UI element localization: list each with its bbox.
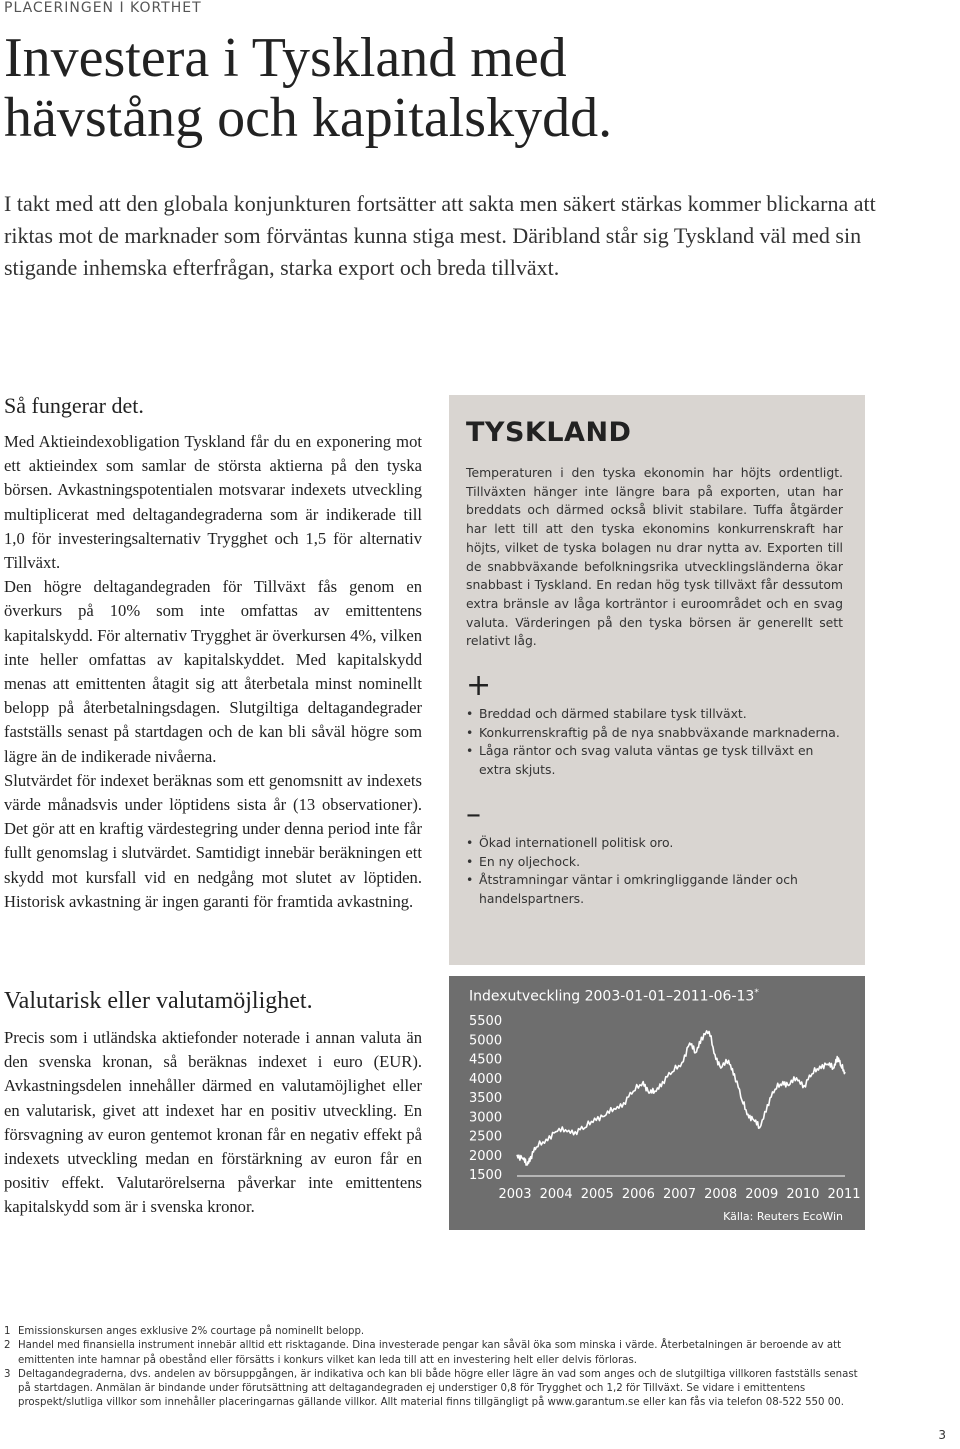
- section-kicker: PLACERINGEN I KORTHET: [4, 0, 202, 16]
- y-tick-label: 2500: [469, 1129, 503, 1145]
- currency-section: [4, 986, 422, 1220]
- list-item: • Breddad och därmed stabilare tysk tillväxt.: [466, 705, 843, 724]
- chart-title-footnote-mark: *: [754, 988, 759, 998]
- y-tick-label: 3500: [469, 1091, 503, 1106]
- y-tick-label: 5000: [469, 1033, 503, 1049]
- how-paragraph-2: Den högre deltagandegraden för Tillväxt fås genom en överkurs på 10% som inte omfattas av emittentens kapitalskydd. För alternativ Trygghet är överkursen 4%, vilken inte heller omfattas av kapitalskyddet. Med kapitalskydd menas att emittenten åtagit sig att återbetala minst nominellt belopp på återbetalningsdagen. Slutgiltiga deltagandegrader fastställs senast på startdagen och de kan bli såväl högre som lägre än de indikerade nivåerna.: [4, 577, 422, 766]
- index-chart-box: [449, 976, 865, 1230]
- x-tick-label: 2009: [745, 1187, 779, 1202]
- footnotes: [4, 1325, 870, 1411]
- footnote: [4, 1368, 870, 1411]
- x-tick-label: 2008: [704, 1187, 738, 1202]
- y-tick-label: 2000: [469, 1148, 503, 1164]
- footnote: [4, 1339, 870, 1368]
- footnote-text: Deltagandegraderna, dvs. andelen av börsuppgången, är indikativa och kan bli både högre eller lägre än vad som anges och de slutgiltiga villkoren fastställs senast på startdagen. Anmälan är bindande under förutsättning att deltagandegraden ej understiger 0,8 för Trygghet och 1,2 för Tillväxt. Se vidare i emittentens prospekt/slutliga villkor som innehåller placeringarnas gällande villkor. Allt material finns tillgängligt på www.garantum.se eller kan fås via telefon 08-522 550 00.: [18, 1368, 858, 1409]
- y-tick-label: 4500: [469, 1052, 503, 1068]
- list-item: • En ny oljechock.: [466, 853, 843, 872]
- x-tick-label: 2010: [786, 1187, 820, 1202]
- list-item: • Konkurrenskraftig på de nya snabbväxande marknaderna.: [466, 724, 843, 743]
- currency-paragraph: Precis som i utländska aktiefonder noterade i annan valuta än den svenska kronan, så beräknas indexet i euro (EUR). Avkastningsdelen innehåller därmed en valutamöjlighet eller en valutarisk, givet att indexet har en positiv utveckling. En försvagning av euron gentemot kronan får en negativ effekt på indexets utveckling medan en förstärkning av euron får en positiv effekt. Valutarörelserna påverkar inte emittentens kapitalskydd som är i svenska kronor.: [4, 1028, 422, 1217]
- footnote-text: Handel med finansiella instrument innebär alltid ett risktagande. Dina investerade pengar kan såväl öka som minska i värde. Återbetalningen är beroende av att emittenten inte hamnar på obestånd eller försätts i konkurs vilket kan leda till att en investering helt eller delvis förloras.: [18, 1340, 842, 1366]
- chart-source: Källa: Reuters EcoWin: [723, 1210, 843, 1223]
- footnote-number: 1: [4, 1326, 11, 1337]
- how-it-works-heading: Så fungerar det.: [4, 393, 144, 418]
- plus-list: [466, 705, 843, 780]
- how-paragraph-3: Slutvärdet för indexet beräknas som ett genomsnitt av indexets värde månadsvis under löptidens sista år (13 observationer). Det gör att en kraftig värdestegring under denna period inte får fullt genomslag i slutvärdet. Samtidigt innebär beräkningen ett skydd mot kursfall vid en nedgång mot slutet av löptiden. Historisk avkastning är ingen garanti för framtida avkastning.: [4, 770, 422, 911]
- page-title: [4, 28, 904, 148]
- box-heading: TYSKLAND: [466, 417, 632, 448]
- x-tick-label: 2011: [827, 1187, 861, 1202]
- y-tick-label: 4000: [469, 1071, 503, 1087]
- title-line-2: hävstång och kapitalskydd.: [4, 87, 613, 149]
- x-tick-label: 2003: [498, 1187, 532, 1202]
- intro-paragraph: I takt med att den globala konjunkturen fortsätter att sakta men säkert stärkas kommer blickarna att riktas mot de marknader som förväntas kunna stiga mest. Däribland står sig Tyskland väl med sin stigande inhemska efterfrågan, starka export och breda tillväxt.: [4, 191, 876, 280]
- how-paragraph-1: Med Aktieindexobligation Tyskland får du en exponering mot ett aktieindex som samlar de största aktierna på den tyska börsen. Avkastningspotentialen motsvarar indexets utveckling multiplicerat med deltagandegraderna som är indikerade till 1,0 för investeringsalternativ Trygghet och 1,5 för alternativ Tillväxt.: [4, 432, 422, 573]
- minus-list: [466, 834, 843, 909]
- plus-icon: +: [466, 668, 492, 704]
- minus-icon: –: [466, 796, 481, 832]
- y-tick-label: 1500: [469, 1168, 503, 1183]
- y-tick-label: 3000: [469, 1110, 503, 1126]
- box-text: Temperaturen i den tyska ekonomin har höjts ordentligt. Tillväxten hänger inte längre bara på exporten, utan har breddats och därmed också blivit stabilare. Tuffa åtgärder har lett till att den tyska ekonomins konkurrenskraft har höjts, vilket de tyska bolagen nu drar nytta av. Exporten till de snabbväxande befolkningsrika utvecklingsländerna ökar snabbast i Tyskland. En redan hög tysk tillväxt får dessutom extra bränsle av låga korträntor i euroområdet och en svag valuta. Värderingen på den tyska börsen är generellt sett relativt låg.: [466, 465, 843, 649]
- title-line-1: Investera i Tyskland med: [4, 27, 567, 89]
- footnote-number: 3: [4, 1368, 11, 1380]
- x-tick-label: 2006: [621, 1187, 655, 1202]
- footnote-number: 2: [4, 1340, 11, 1352]
- footnote: [4, 1325, 870, 1339]
- index-series-line: [517, 1031, 845, 1165]
- chart-title-text: Indexutveckling 2003-01-01–2011-06-13: [469, 988, 755, 1005]
- list-item: • Ökad internationell politisk oro.: [466, 834, 843, 853]
- footnote-text: Emissionskursen anges exklusive 2% courtage på nominellt belopp.: [18, 1326, 365, 1337]
- list-item: • Låga räntor och svag valuta väntas ge tysk tillväxt en extra skjuts.: [466, 742, 843, 779]
- index-line-chart: [449, 976, 865, 1230]
- currency-heading: Valutarisk eller valutamöjlighet.: [4, 988, 313, 1014]
- list-item: • Åtstramningar väntar i omkringliggande länder och handelspartners.: [466, 871, 843, 908]
- x-tick-label: 2004: [539, 1187, 573, 1202]
- x-tick-label: 2005: [580, 1187, 614, 1202]
- germany-info-box: [449, 395, 865, 965]
- page-number: 3: [938, 1428, 946, 1442]
- x-tick-label: 2007: [662, 1187, 697, 1202]
- how-it-works-section: [4, 392, 422, 914]
- y-tick-label: 5500: [469, 1014, 503, 1029]
